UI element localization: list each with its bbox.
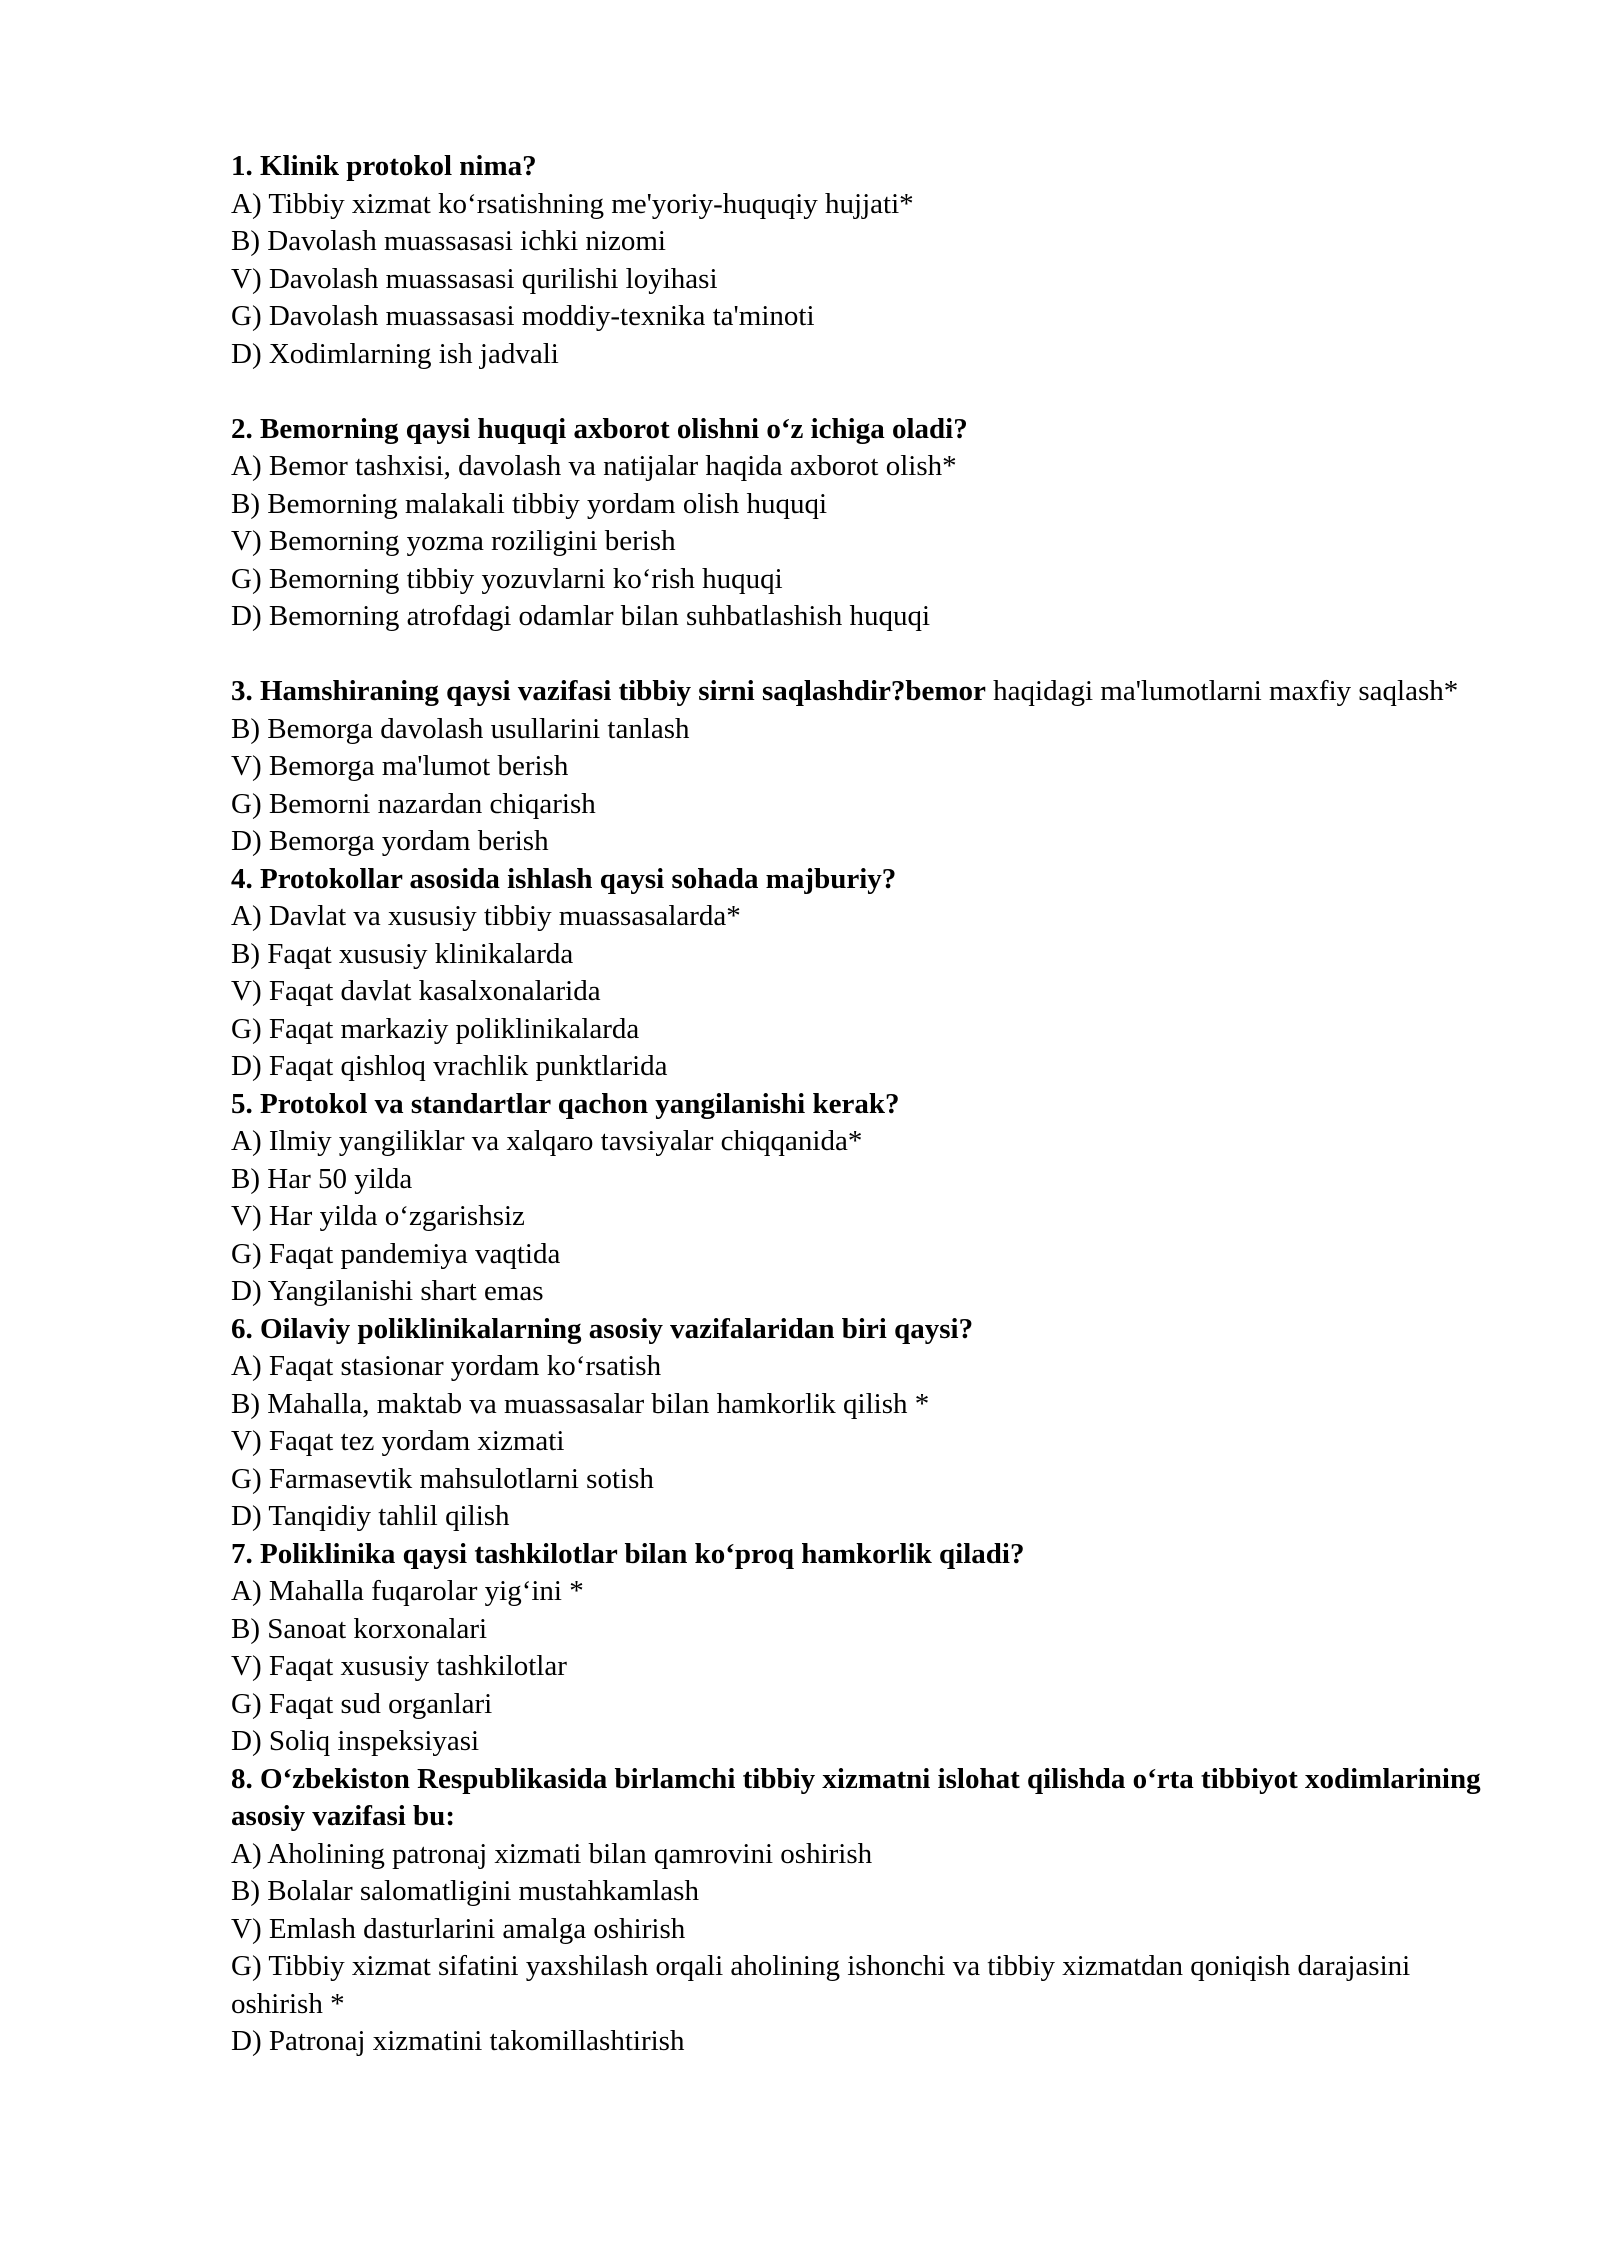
answer-option: B) Faqat xususiy klinikalarda: [231, 937, 574, 970]
answer-option: A) Tibbiy xizmat ko‘rsatishning me'yoriy-huquqiy hujjati*: [231, 187, 914, 220]
answer-option: V) Har yilda o‘zgarishsiz: [231, 1200, 525, 1232]
answer-option: D) Bemorga yordam berish: [231, 825, 549, 857]
answer-option: V) Faqat tez yordam xizmati: [231, 1425, 565, 1457]
question-title-tail: haqidagi ma'lumotlarni maxfiy saqlash*: [985, 675, 1459, 707]
answer-option: A) Mahalla fuqarolar yig‘ini *: [231, 1575, 584, 1607]
answer-option: A) Davlat va xususiy tibbiy muassasalarda*: [231, 900, 741, 932]
answer-option: B) Davolash muassasasi ichki nizomi: [231, 225, 666, 257]
answer-option: V) Bemorga ma'lumot berish: [231, 750, 569, 782]
answer-option: D) Yangilanishi shart emas: [231, 1275, 544, 1307]
answer-option: A) Bemor tashxisi, davolash va natijalar haqida axborot olish*: [231, 450, 957, 482]
question-7: [231, 1536, 1501, 1761]
answer-option: B) Bemorga davolash usullarini tanlash: [231, 712, 690, 745]
answer-option: V) Emlash dasturlarini amalga oshirish: [231, 1912, 686, 1945]
answer-option: V) Faqat davlat kasalxonalarida: [231, 975, 601, 1007]
question-title: 5. Protokol va standartlar qachon yangilanishi kerak?: [231, 1087, 900, 1120]
answer-option: G) Farmasevtik mahsulotlarni sotish: [231, 1462, 654, 1495]
question-title: 6. Oilaviy poliklinikalarning asosiy vazifalaridan biri qaysi?: [231, 1312, 974, 1345]
answer-option: A) Faqat stasionar yordam ko‘rsatish: [231, 1350, 662, 1382]
answer-option: B) Sanoat korxonalari: [231, 1612, 488, 1645]
question-6: [231, 1311, 1501, 1536]
question-5: [231, 1086, 1501, 1311]
answer-option: B) Har 50 yilda: [231, 1162, 413, 1195]
question-title-text: 3. Hamshiraning qaysi vazifasi tibbiy sirni saqlashdir?bemor: [231, 675, 986, 707]
answer-option: V) Faqat xususiy tashkilotlar: [231, 1650, 567, 1682]
question-3: [231, 673, 1501, 861]
answer-option: B) Bemorning malakali tibbiy yordam olish huquqi: [231, 487, 828, 520]
answer-option: D) Bemorning atrofdagi odamlar bilan suhbatlashish huquqi: [231, 600, 931, 632]
answer-option: A) Ilmiy yangiliklar va xalqaro tavsiyalar chiqqanida*: [231, 1125, 863, 1157]
question-title: 8. O‘zbekiston Respublikasida birlamchi tibbiy xizmatni islohat qilishda o‘rta tibbiyot xodimlarining asosiy vazifasi bu:: [231, 1762, 1481, 1832]
question-title: 7. Poliklinika qaysi tashkilotlar bilan ko‘proq hamkorlik qiladi?: [231, 1537, 1025, 1570]
answer-option: A) Aholining patronaj xizmati bilan qamrovini oshirish: [231, 1837, 873, 1870]
answer-option: G) Bemorni nazardan chiqarish: [231, 787, 596, 820]
question-2: [231, 411, 1501, 636]
answer-option: G) Faqat sud organlari: [231, 1687, 493, 1720]
question-1: [231, 148, 1501, 373]
question-8: [231, 1761, 1501, 2061]
answer-option: D) Patronaj xizmatini takomillashtirish: [231, 2025, 685, 2057]
question-title: 2. Bemorning qaysi huquqi axborot olishni o‘z ichiga oladi?: [231, 412, 968, 445]
question-4: [231, 861, 1501, 1086]
answer-option: G) Bemorning tibbiy yozuvlarni ko‘rish huquqi: [231, 562, 783, 595]
document-page: [231, 148, 1501, 2061]
question-title: 4. Protokollar asosida ishlash qaysi sohada majburiy?: [231, 862, 897, 895]
answer-option: G) Faqat pandemiya vaqtida: [231, 1237, 561, 1270]
answer-option: D) Xodimlarning ish jadvali: [231, 337, 559, 370]
answer-option: B) Bolalar salomatligini mustahkamlash: [231, 1875, 699, 1907]
answer-option: B) Mahalla, maktab va muassasalar bilan hamkorlik qilish *: [231, 1387, 930, 1420]
answer-option: D) Faqat qishloq vrachlik punktlarida: [231, 1050, 668, 1082]
answer-option: V) Davolash muassasasi qurilishi loyihasi: [231, 262, 718, 295]
answer-option: G) Davolash muassasasi moddiy-texnika ta'minoti: [231, 300, 815, 332]
question-title: 1. Klinik protokol nima?: [231, 150, 537, 182]
answer-option: G) Faqat markaziy poliklinikalarda: [231, 1012, 640, 1045]
question-title: [231, 673, 1501, 711]
answer-option: G) Tibbiy xizmat sifatini yaxshilash orqali aholining ishonchi va tibbiy xizmatdan qoniqish darajasini oshirish *: [231, 1950, 1411, 2020]
answer-option: D) Soliq inspeksiyasi: [231, 1725, 480, 1757]
answer-option: D) Tanqidiy tahlil qilish: [231, 1500, 510, 1532]
answer-option: V) Bemorning yozma roziligini berish: [231, 525, 676, 557]
